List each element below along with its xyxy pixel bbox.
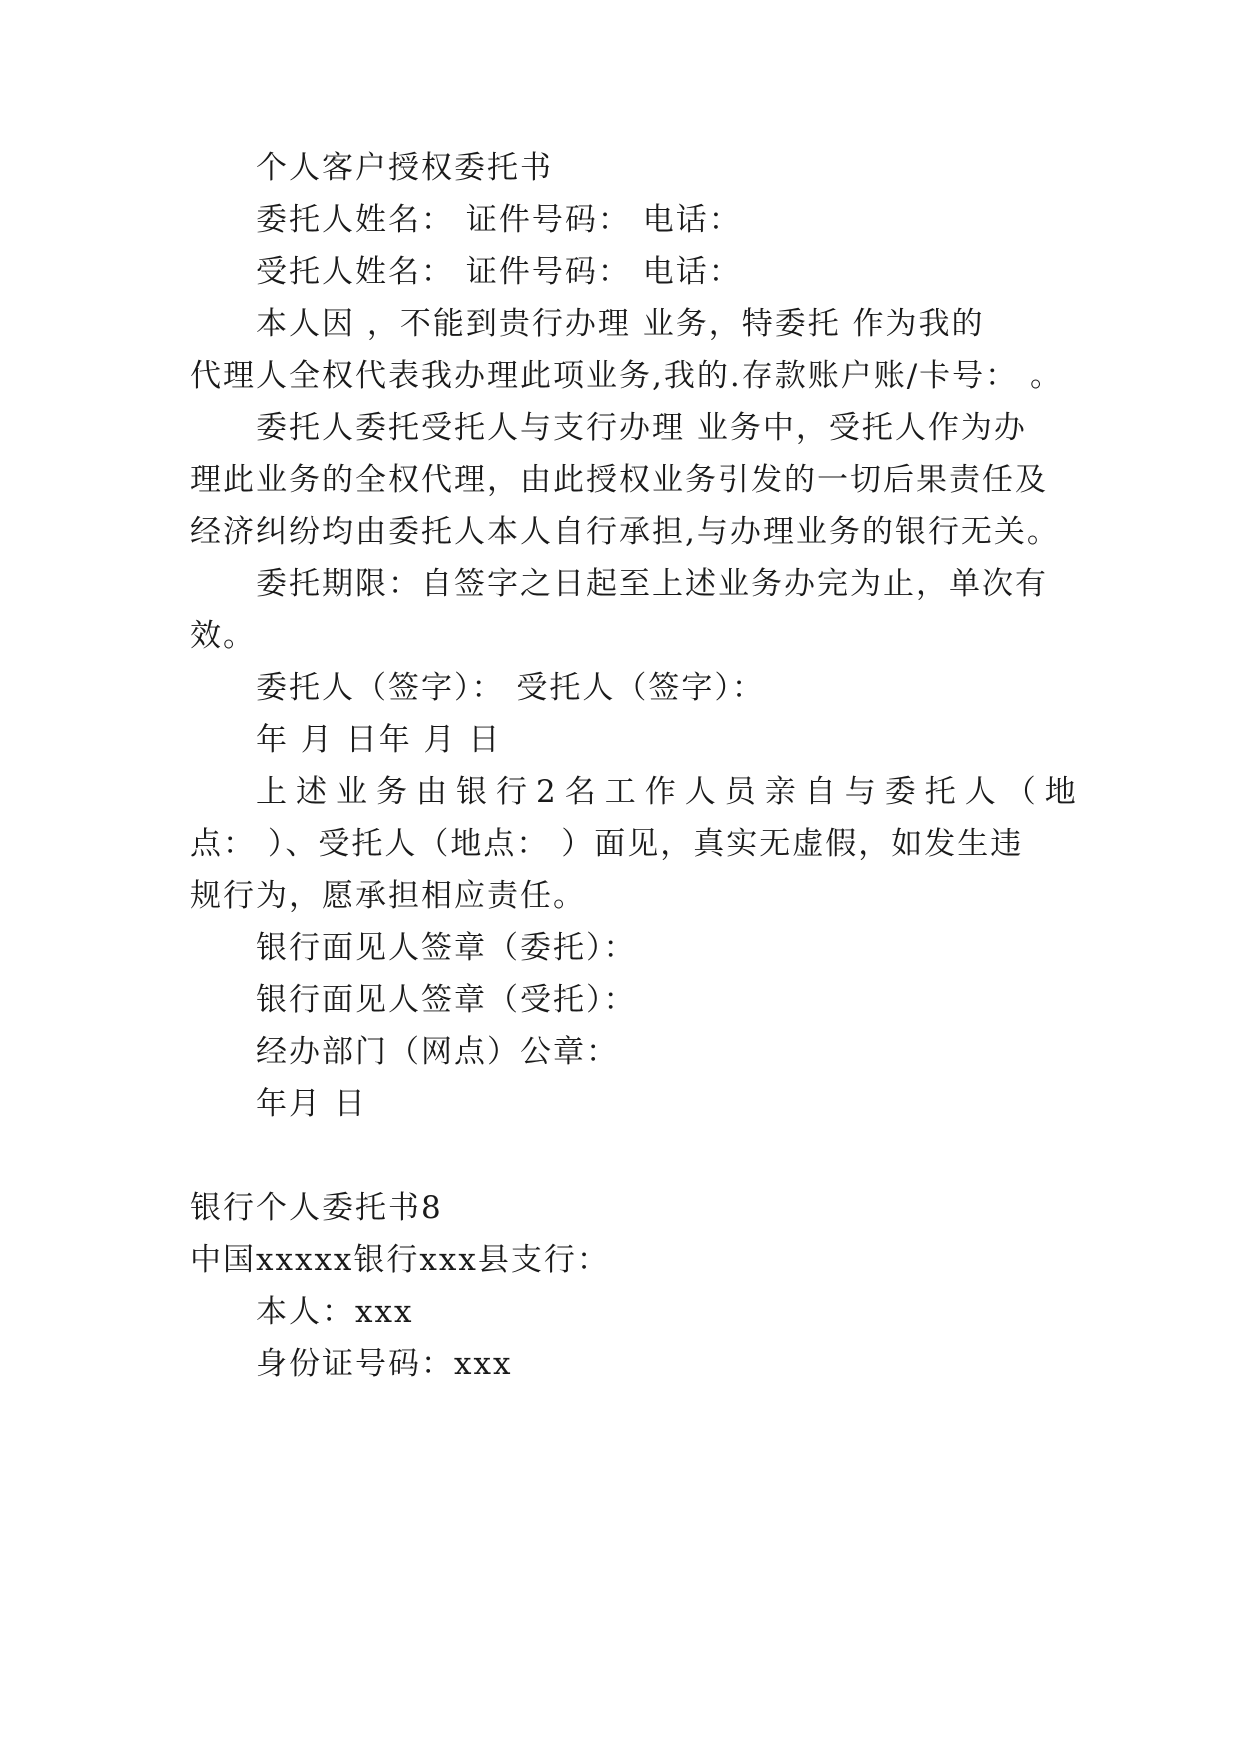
date-line: 年 月 日年 月 日 [256, 722, 502, 758]
paragraph-line: 委托人委托受托人与支行办理 业务中，受托人作为办 [256, 410, 1027, 446]
bank-seal-agent: 银行面见人签章（受托）： [256, 982, 637, 1018]
paragraph-line: 经济纠纷均由委托人本人自行承担,与办理业务的银行无关。 [190, 514, 1060, 550]
paragraph-line: 代理人全权代表我办理此项业务,我的.存款账户账/卡号： 。 [190, 358, 1064, 394]
bank-seal-principal: 银行面见人签章（委托）： [256, 930, 637, 966]
principal-info-line: 委托人姓名： 证件号码： 电话： [256, 202, 742, 238]
signature-line: 委托人（签字）： 受托人（签字）： [256, 670, 765, 706]
document-title: 个人客户授权委托书 [256, 150, 553, 186]
dept-seal-line: 经办部门（网点）公章： [256, 1034, 619, 1070]
final-date-line: 年月 日 [256, 1086, 367, 1122]
addressee-line: 中国xxxxx银行xxx县支行： [190, 1242, 610, 1278]
paragraph-line: 规行为，愿承担相应责任。 [190, 878, 586, 914]
id-number-line: 身份证号码：xxx [256, 1346, 513, 1382]
paragraph-line: 点： ）、受托人（地点： ）面见，真实无虚假，如发生违 [190, 826, 1024, 862]
paragraph-line: 委托期限：自签字之日起至上述业务办完为止，单次有 [256, 566, 1048, 602]
paragraph-line: 上述业务由银行2名工作人员亲自与委托人（地 [256, 774, 1085, 810]
section-title: 银行个人委托书8 [190, 1190, 443, 1226]
person-line: 本人：xxx [256, 1294, 414, 1330]
agent-info-line: 受托人姓名： 证件号码： 电话： [256, 254, 742, 290]
paragraph-line: 理此业务的全权代理，由此授权业务引发的一切后果责任及 [190, 462, 1048, 498]
paragraph-line: 效。 [190, 618, 256, 654]
paragraph-line: 本人因 ，不能到贵行办理 业务，特委托 作为我的 [256, 306, 985, 342]
